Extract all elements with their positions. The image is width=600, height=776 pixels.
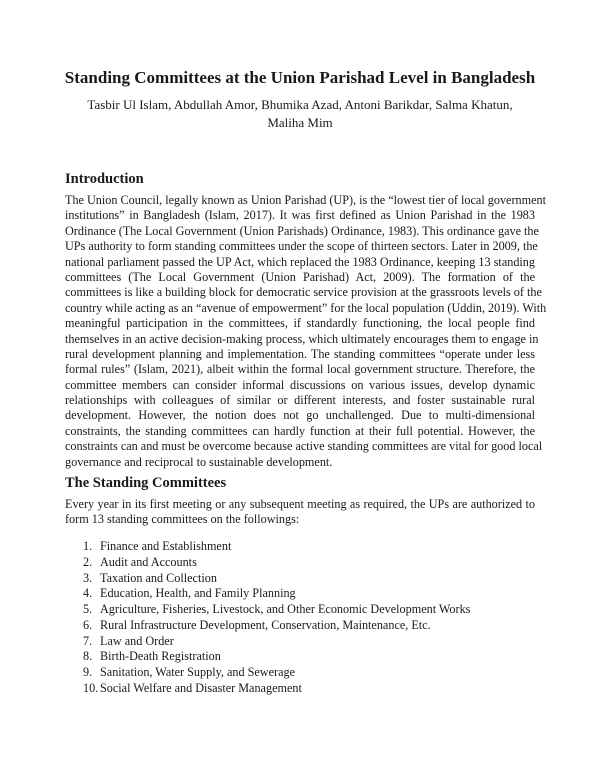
- list-number: 3.: [83, 570, 93, 585]
- list-item-text: Finance and Establishment: [100, 539, 232, 553]
- list-item: [83, 555, 470, 571]
- text-line: constraints can and must be overcome because active standing committees are vital for good local: [65, 439, 543, 454]
- list-item: [83, 681, 470, 697]
- list-number: 9.: [83, 665, 93, 679]
- list-number: 7.: [83, 633, 93, 648]
- text-line: national parliament passed the UP Act, which replaced the 1983 Ordinance, keeping 13 standing: [65, 254, 535, 269]
- committee-list: [83, 539, 470, 697]
- authors-line: Maliha Mim: [267, 115, 333, 130]
- list-item-text: Birth-Death Registration: [100, 649, 221, 664]
- text-line: governance and reciprocal to sustainable development.: [65, 454, 333, 469]
- list-number: 5.: [83, 602, 93, 616]
- list-item: [83, 634, 470, 650]
- list-item-text: Audit and Accounts: [100, 554, 197, 569]
- text-line: constraints, the standing committees can hardly function at their full potential. However, the: [65, 423, 535, 438]
- list-number: 6.: [83, 617, 93, 632]
- list-item-text: Social Welfare and Disaster Management: [100, 680, 302, 695]
- text-line: institutions” in Bangladesh (Islam, 2017). It was first defined as Union Parishad in the 1983: [65, 208, 535, 223]
- list-item: [83, 539, 470, 555]
- list-item: [83, 649, 470, 665]
- list-item: [83, 586, 470, 602]
- text-line: committees is like a building block for democratic service provision at the grassroots levels of the: [65, 285, 542, 300]
- list-item-text: Law and Order: [100, 633, 174, 648]
- list-item-text: Agriculture, Fisheries, Livestock, and Other Economic Development Works: [100, 602, 471, 616]
- list-item: [83, 602, 470, 618]
- text-line: form 13 standing committees on the followings:: [65, 512, 300, 527]
- section-heading-standing-committees: The Standing Committees: [65, 475, 227, 491]
- text-line: committee members can consider informal discussions on various issues, develop dynamic: [65, 377, 535, 392]
- list-item: [83, 571, 470, 587]
- introduction-paragraph: [65, 193, 547, 470]
- text-line: committees (The Local Government (Union Parishad) Act, 2009). The formation of the: [65, 269, 535, 284]
- text-line: meaningful participation in the committees, if standardly functioning, the local people find: [65, 316, 535, 331]
- list-item: [83, 665, 470, 681]
- list-number: 8.: [83, 649, 93, 664]
- list-number: 10.: [83, 680, 99, 695]
- author-list: [60, 96, 540, 132]
- list-number: 4.: [83, 586, 93, 601]
- text-line: relationships with colleagues of similar or different interests, and foster sustainable rural: [65, 393, 535, 408]
- list-item: [83, 618, 470, 634]
- list-item-text: Sanitation, Water Supply, and Sewerage: [100, 665, 295, 679]
- text-line: rural development planning and implementation. The standing committees “operate under less: [65, 346, 535, 361]
- list-item-text: Education, Health, and Family Planning: [100, 586, 296, 601]
- list-item-text: Rural Infrastructure Development, Conservation, Maintenance, Etc.: [100, 617, 431, 632]
- standing-committees-paragraph: [65, 497, 535, 528]
- text-line: themselves in an active decision-making process, which ultimately encourages them to engage in: [65, 331, 539, 346]
- text-line: The Union Council, legally known as Union Parishad (UP), is the “lowest tier of local government: [65, 193, 546, 207]
- text-line: Every year in its first meeting or any subsequent meeting as required, the UPs are authorized to: [65, 497, 535, 511]
- text-line: formal rules” (Islam, 2021), albeit within the formal local government structure. Therefore, the: [65, 362, 535, 377]
- text-line: development. However, the notion does not go unchallenged. Due to multi-dimensional: [65, 408, 535, 423]
- list-item-text: Taxation and Collection: [100, 570, 217, 585]
- list-number: 2.: [83, 554, 93, 569]
- text-line: country while acting as an “avenue of empowerment” for the local population (Uddin, 2019). With: [65, 300, 547, 315]
- section-heading-introduction: Introduction: [65, 171, 144, 187]
- document-title: Standing Committees at the Union Parishad Level in Bangladesh: [64, 68, 536, 87]
- text-line: UPs authority to form standing committees under the scope of thirteen sectors. Later in 2009, the: [65, 239, 538, 254]
- text-line: Ordinance (The Local Government (Union Parishads) Ordinance, 1983). This ordinance gave the: [65, 223, 539, 238]
- authors-line: Tasbir Ul Islam, Abdullah Amor, Bhumika Azad, Antoni Barikdar, Salma Khatun,: [87, 97, 513, 112]
- list-number: 1.: [83, 539, 93, 553]
